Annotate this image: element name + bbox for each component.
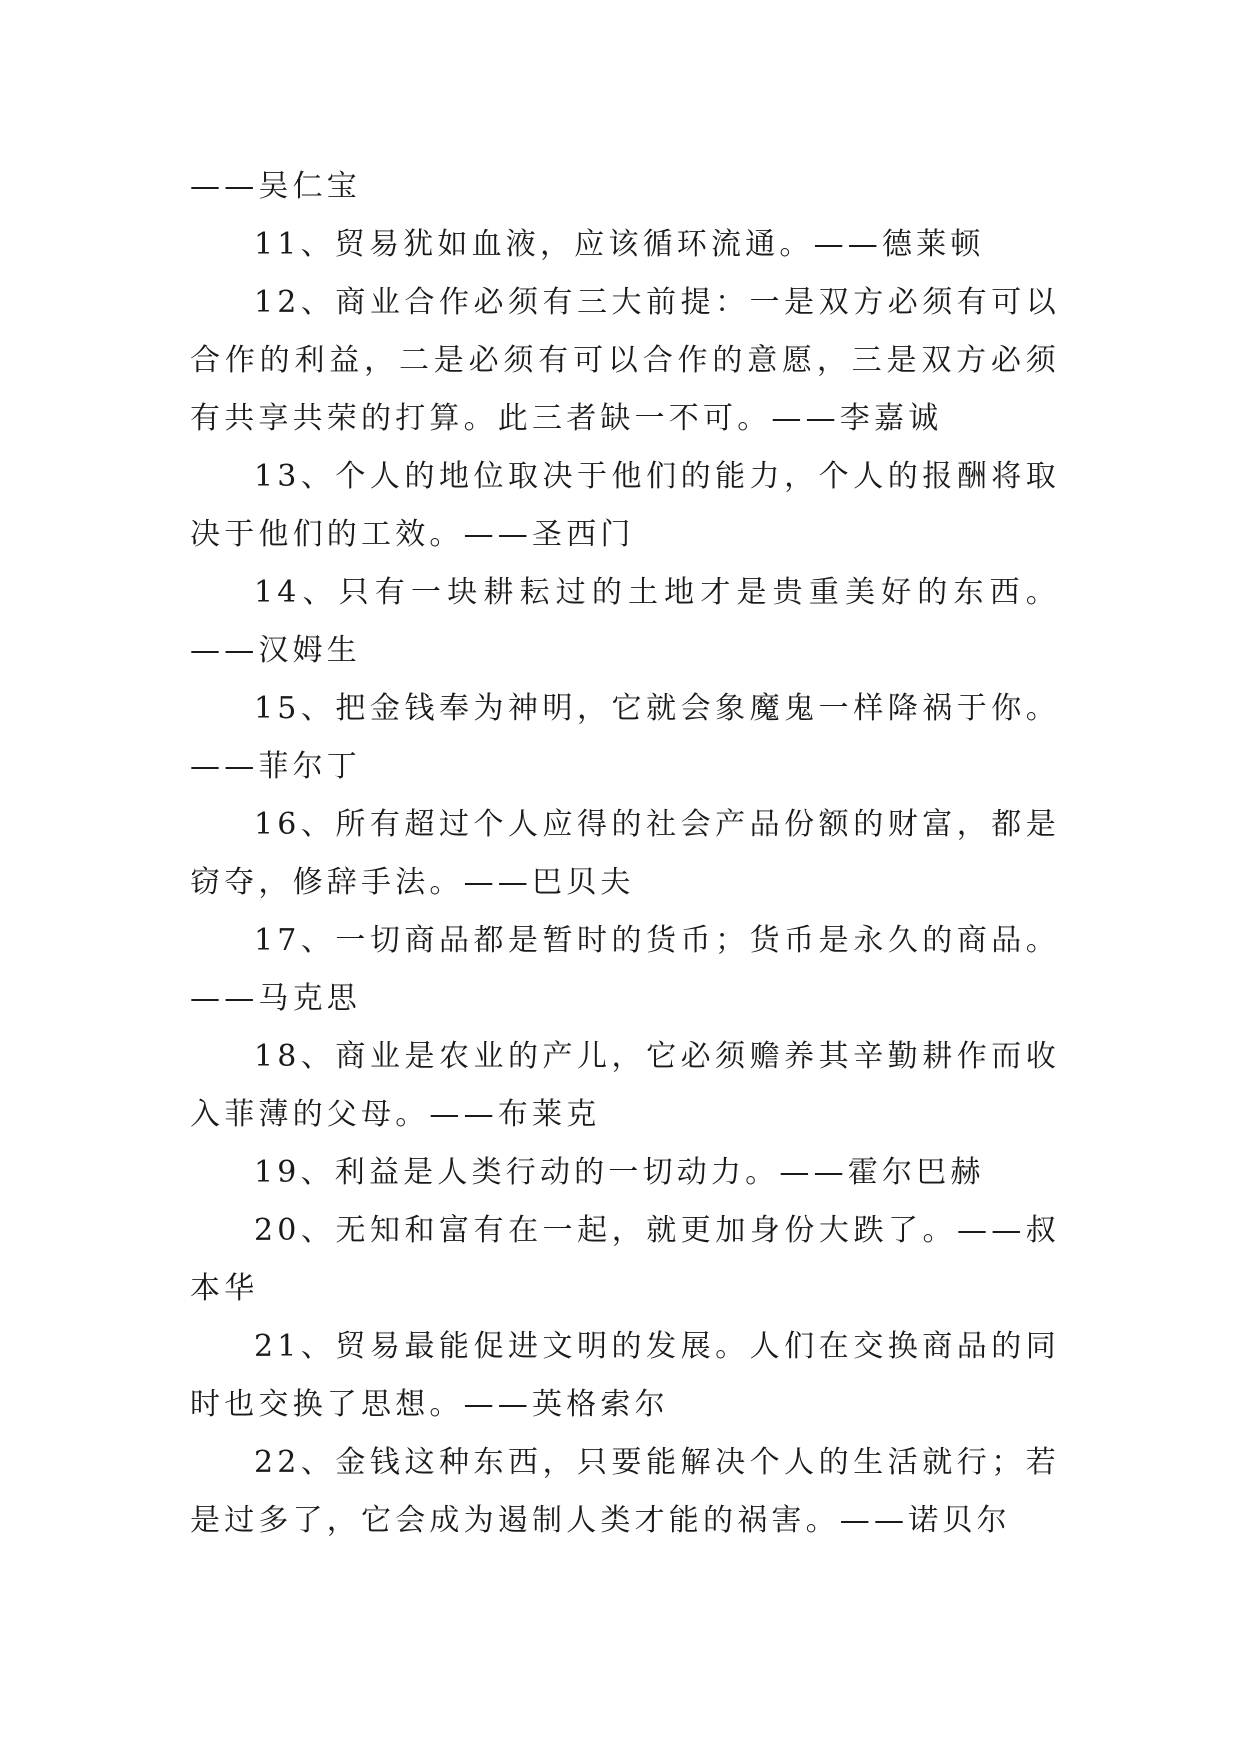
quote-paragraph-21: 21、贸易最能促进文明的发展。人们在交换商品的同时也交换了思想。——英格索尔	[190, 1329, 1060, 1422]
quote-paragraph-22: 22、金钱这种东西，只要能解决个人的生活就行；若是过多了，它会成为遏制人类才能的祸害。——诺贝尔	[190, 1445, 1060, 1538]
quote-paragraph-14: 14、只有一块耕耘过的土地才是贵重美好的东西。——汉姆生	[190, 575, 1060, 668]
quote-paragraph-13: 13、个人的地位取决于他们的能力，个人的报酬将取决于他们的工效。——圣西门	[190, 459, 1060, 552]
quote-paragraph-12: 12、商业合作必须有三大前提：一是双方必须有可以合作的利益，二是必须有可以合作的意愿，三是双方必须有共享共荣的打算。此三者缺一不可。——李嘉诚	[190, 285, 1060, 436]
quote-paragraph-18: 18、商业是农业的产儿，它必须赡养其辛勤耕作而收入菲薄的父母。——布莱克	[190, 1039, 1060, 1132]
paragraph-attribution: ——吴仁宝	[190, 169, 361, 204]
quote-paragraph-20: 20、无知和富有在一起，就更加身份大跌了。——叔本华	[190, 1213, 1060, 1306]
quote-paragraph-19: 19、利益是人类行动的一切动力。——霍尔巴赫	[254, 1155, 985, 1190]
quote-paragraph-16: 16、所有超过个人应得的社会产品份额的财富，都是窃夺，修辞手法。——巴贝夫	[190, 807, 1060, 900]
quote-paragraph-17: 17、一切商品都是暂时的货币；货币是永久的商品。——马克思	[190, 923, 1060, 1016]
document-body	[190, 158, 1060, 1550]
quote-paragraph-11: 11、贸易犹如血液，应该循环流通。——德莱顿	[254, 227, 985, 262]
quote-paragraph-15: 15、把金钱奉为神明，它就会象魔鬼一样降祸于你。——菲尔丁	[190, 691, 1060, 784]
